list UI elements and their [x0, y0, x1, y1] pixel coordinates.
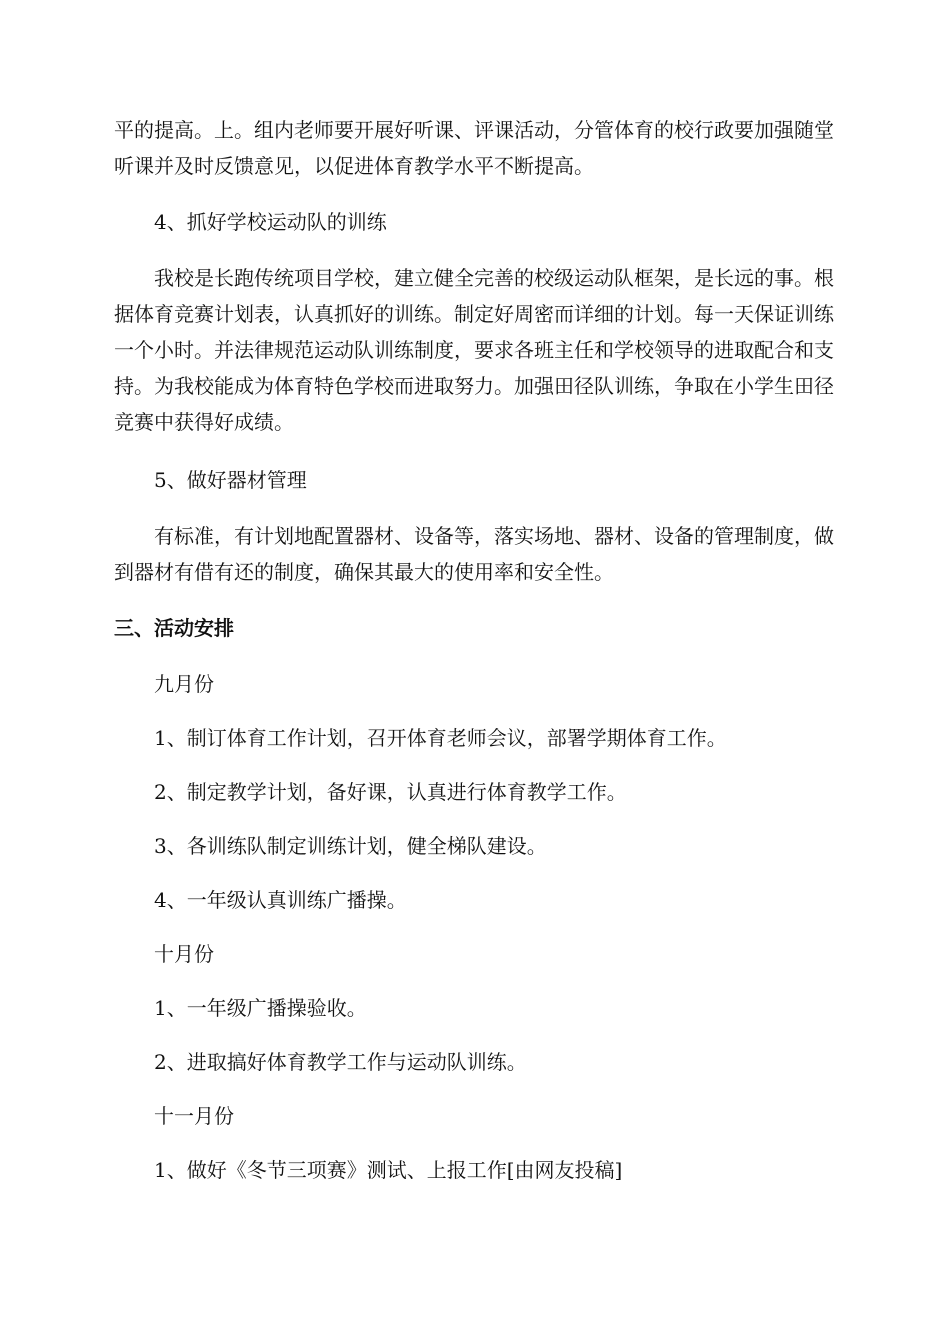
list-item: 1、一年级广播操验收。	[154, 996, 367, 1020]
item-heading-team-training: 4、抓好学校运动队的训练	[154, 210, 387, 234]
month-heading-november: 十一月份	[154, 1104, 234, 1128]
paragraph-teaching-evaluation: 平的提高。上。组内老师要开展好听课、评课活动，分管体育的校行政要加强随堂听课并及时反馈意见，以促进体育教学水平不断提高。	[114, 118, 834, 178]
list-item: 3、各训练队制定训练计划，健全梯队建设。	[154, 834, 547, 858]
list-item: 1、制订体育工作计划，召开体育老师会议，部署学期体育工作。	[154, 726, 727, 750]
month-heading-october: 十月份	[154, 942, 214, 966]
list-item: 4、一年级认真训练广播操。	[154, 888, 407, 912]
month-heading-september: 九月份	[154, 672, 214, 696]
list-item: 1、做好《冬节三项赛》测试、上报工作[由网友投稿]	[154, 1158, 623, 1182]
list-item: 2、进取搞好体育教学工作与运动队训练。	[154, 1050, 527, 1074]
section-heading-activities: 三、活动安排	[114, 616, 234, 640]
item-heading-equipment: 5、做好器材管理	[154, 468, 307, 492]
list-item: 2、制定教学计划，备好课，认真进行体育教学工作。	[154, 780, 627, 804]
paragraph-team-training: 我校是长跑传统项目学校，建立健全完善的校级运动队框架，是长远的事。根据体育竞赛计划表，认真抓好的训练。制定好周密而详细的计划。每一天保证训练一个小时。并法律规范运动队训练制度，要求各班主任和学校领导的进取配合和支持。为我校能成为体育特色学校而进取努力。加强田径队训练，争取在小学生田径竞赛中获得好成绩。	[114, 266, 834, 434]
paragraph-equipment: 有标准，有计划地配置器材、设备等，落实场地、器材、设备的管理制度，做到器材有借有还的制度，确保其最大的使用率和安全性。	[114, 524, 834, 584]
